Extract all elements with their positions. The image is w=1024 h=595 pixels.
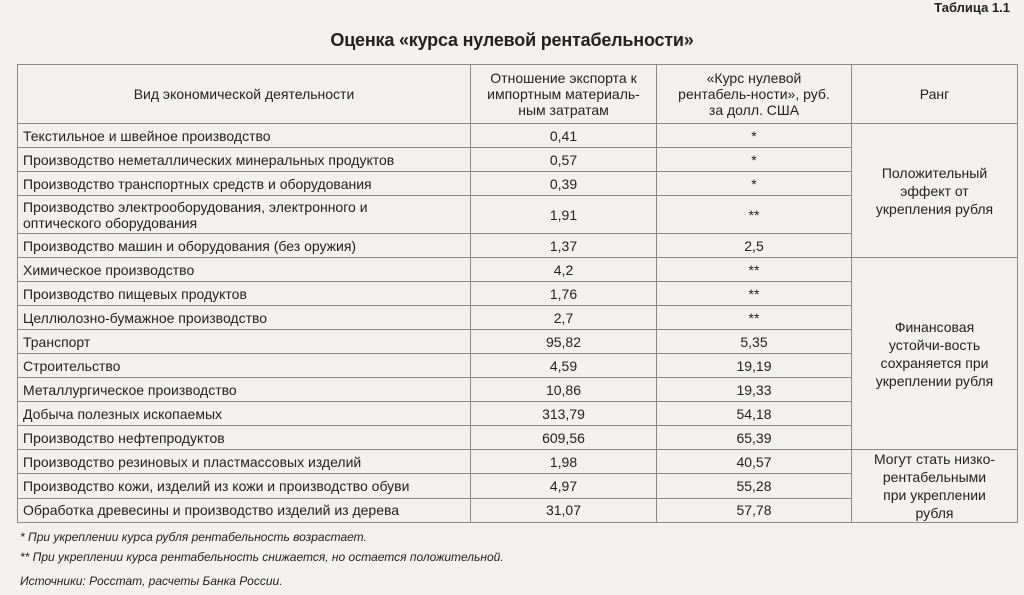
rate-cell: ** [657, 282, 852, 306]
activity-cell: Текстильное и швейное производство [18, 124, 471, 148]
activity-cell: Целлюлозно-бумажное производство [18, 306, 471, 330]
rate-cell: 65,39 [657, 426, 852, 450]
activity-cell: Обработка древесины и производство изделий из дерева [18, 498, 471, 522]
ratio-cell: 10,86 [471, 378, 657, 402]
rate-cell: 40,57 [657, 450, 852, 474]
activity-cell: Производство резиновых и пластмассовых изделий [18, 450, 471, 474]
table-number-label: Таблица 1.1 [934, 0, 1010, 15]
activity-cell: Производство машин и оборудования (без оружия) [18, 234, 471, 258]
ratio-cell: 0,57 [471, 148, 657, 172]
ratio-cell: 0,41 [471, 124, 657, 148]
activity-cell: Производство транспортных средств и оборудования [18, 172, 471, 196]
footnote-double-star: ** При укреплении курса рентабельность снижается, но остается положительной. [20, 550, 504, 564]
activity-cell: Производство электрооборудования, электронного и оптического оборудования [18, 196, 471, 234]
sources-note: Источники: Росстат, расчеты Банка России. [20, 574, 283, 588]
activity-cell: Химическое производство [18, 258, 471, 282]
activity-cell: Производство кожи, изделий из кожи и производство обуви [18, 474, 471, 498]
rank-cell-positive: Положительный эффект от укрепления рубля [852, 124, 1018, 258]
ratio-cell: 0,39 [471, 172, 657, 196]
activity-cell: Металлургическое производство [18, 378, 471, 402]
table-row [18, 124, 1018, 148]
rate-cell: 19,19 [657, 354, 852, 378]
ratio-cell: 4,2 [471, 258, 657, 282]
activity-cell: Производство нефтепродуктов [18, 426, 471, 450]
rate-cell: 55,28 [657, 474, 852, 498]
rate-cell: * [657, 124, 852, 148]
rate-cell: 19,33 [657, 378, 852, 402]
ratio-cell: 1,76 [471, 282, 657, 306]
ratio-cell: 2,7 [471, 306, 657, 330]
rate-cell: * [657, 172, 852, 196]
activity-cell: Производство неметаллических минеральных продуктов [18, 148, 471, 172]
ratio-cell: 31,07 [471, 498, 657, 522]
rate-cell: 2,5 [657, 234, 852, 258]
header-rank: Ранг [852, 65, 1018, 124]
ratio-cell: 1,37 [471, 234, 657, 258]
activity-cell: Транспорт [18, 330, 471, 354]
rank-cell-low-profit: Могут стать низко-рентабельными при укреплении рубля [852, 450, 1018, 523]
ratio-cell: 1,98 [471, 450, 657, 474]
header-rate: «Курс нулевой рентабель-ности», руб. за долл. США [657, 65, 852, 124]
ratio-cell: 4,97 [471, 474, 657, 498]
rate-cell: 57,78 [657, 498, 852, 522]
activity-cell: Строительство [18, 354, 471, 378]
rate-cell: 5,35 [657, 330, 852, 354]
ratio-cell: 1,91 [471, 196, 657, 234]
rate-cell: ** [657, 258, 852, 282]
footnote-single-star: * При укреплении курса рубля рентабельность возрастает. [20, 530, 367, 544]
header-ratio: Отношение экспорта к импортным материаль-ным затратам [471, 65, 657, 124]
table-row [18, 450, 1018, 474]
rate-cell: * [657, 148, 852, 172]
header-row [18, 65, 1018, 124]
ratio-cell: 95,82 [471, 330, 657, 354]
data-table [17, 64, 1018, 523]
table-title: Оценка «курса нулевой рентабельности» [330, 30, 694, 50]
ratio-cell: 313,79 [471, 402, 657, 426]
rate-cell: ** [657, 196, 852, 234]
activity-cell: Добыча полезных ископаемых [18, 402, 471, 426]
activity-cell: Производство пищевых продуктов [18, 282, 471, 306]
ratio-cell: 609,56 [471, 426, 657, 450]
rate-cell: 54,18 [657, 402, 852, 426]
table-row [18, 258, 1018, 282]
rank-cell-stable: Финансовая устойчи-вость сохраняется при укреплении рубля [852, 258, 1018, 450]
header-activity: Вид экономической деятельности [18, 65, 471, 124]
rate-cell: ** [657, 306, 852, 330]
ratio-cell: 4,59 [471, 354, 657, 378]
